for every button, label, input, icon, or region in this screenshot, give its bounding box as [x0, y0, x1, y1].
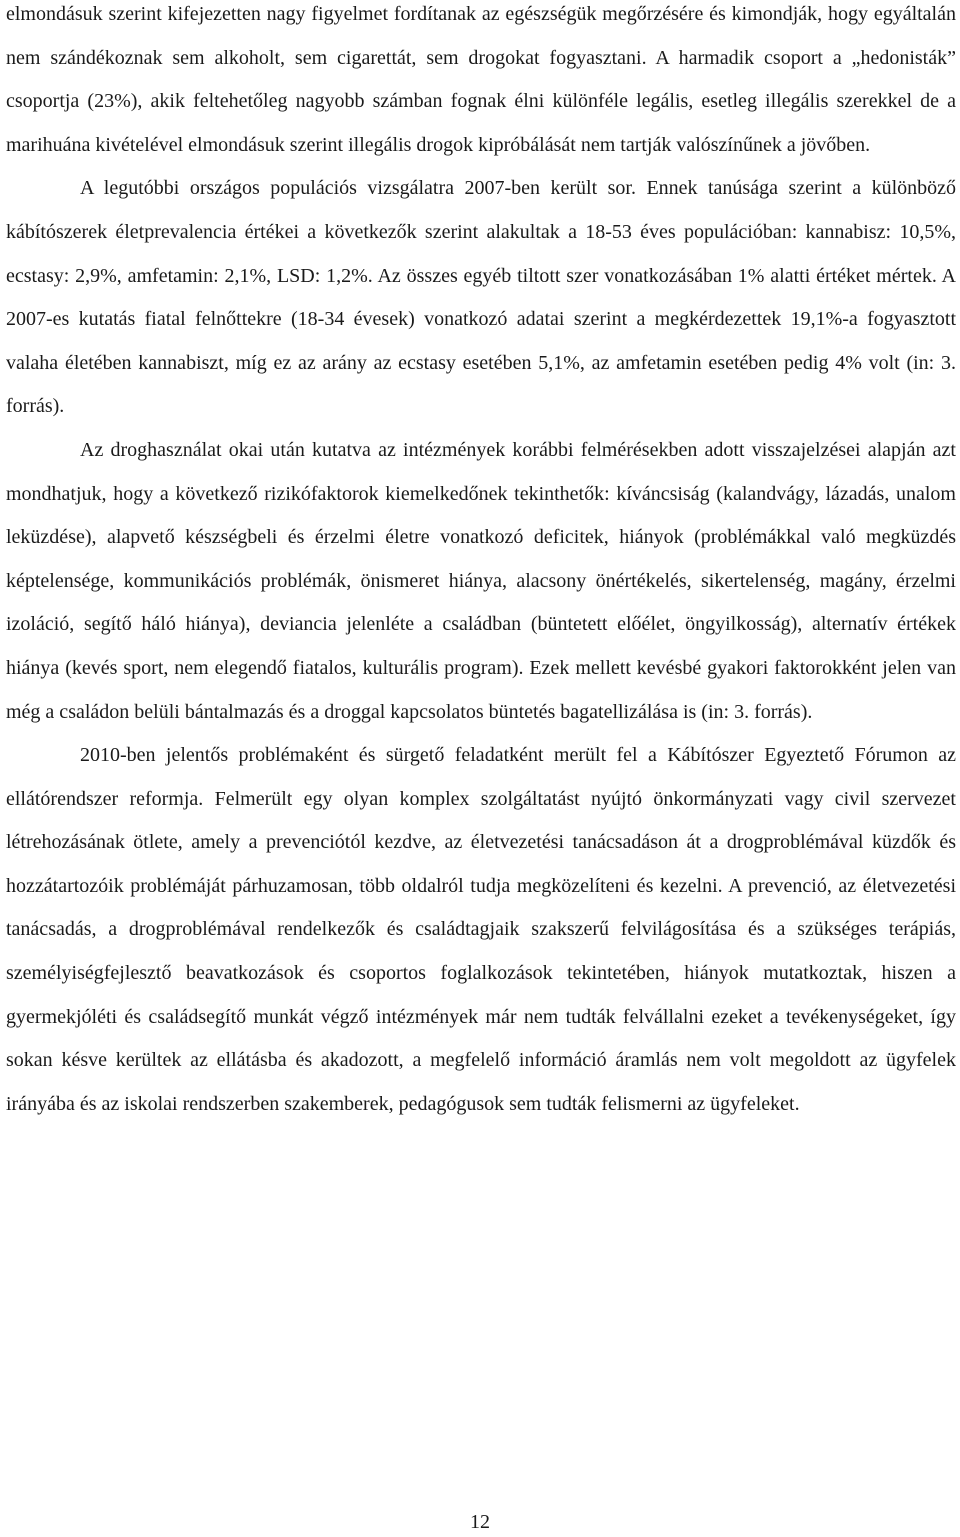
sentence: Ezek mellett kevésbé gyakori faktorokként jelen van még a családon belüli bántalmazás és a droggal kapcsolatos büntetés bagatellizálása is (in: 3. forrás).	[6, 656, 956, 723]
sentence: A legutóbbi országos populációs vizsgálatra 2007-ben került sor.	[80, 177, 636, 200]
sentence: Felmerült egy olyan komplex szolgáltatást nyújtó önkormányzati vagy civil szervezet létrehozásának ötlete, amely a prevenciótól kezdve, az életvezetési tanácsadáson át a drogproblémával küzdők és hozzátartozóik problémáját párhuzamosan, több oldalról tudja megközelíteni és kezelni.	[6, 787, 956, 897]
sentence: A 2007-es kutatás fiatal felnőttekre (18-34 évesek) vonatkozó adatai szerint a megkérdezettek 19,1%-a fogyasztott valaha életében kannabiszt, míg ez az arány az ecstasy esetében 5,1%, az amfetamin esetében pedig 4% volt (in: 3. forrás).	[6, 264, 956, 418]
paragraph-prevalence-survey	[6, 167, 956, 429]
sentence: Az összes egyéb tiltott szer vonatkozásában 1% alatti értéket mértek.	[372, 264, 937, 287]
sentence: Az droghasználat okai után kutatva az intézmények korábbi felmérésekben adott visszajelzései alapján azt mondhatjuk, hogy a következő rizikófaktorok kiemelkedőnek tekinthetők: kíváncsiság (kalandvágy, lázadás, unalom leküzdése), alapvető készségbeli és érzelmi életre vonatkozó deficitek, hiányok (problémákkal való megküzdés képtelensége, kommunikációs problémák, önismeret hiánya, alacsony önértékelés, sikertelenség, magány, érzelmi izoláció, segítő háló hiánya), deviancia jelenléte a családban (büntetett előélet, öngyilkosság), alternatív értékek hiánya (kevés sport, nem elegendő fiatalos, kulturális program).	[6, 438, 956, 679]
paragraph-system-reform	[6, 734, 956, 1126]
sentence: A prevenció, az életvezetési tanácsadás, a drogproblémával rendelkezők és családtagjaik szakszerű felvilágosítása és a szükséges terápiás, személyiségfejlesztő beavatkozások és csoportos foglalkozások tekintetében, hiányok mutatkoztak, hiszen a gyermekjóléti és családsegítő munkát végző intézmények már nem tudták felvállalni ezeket a tevékenységeket, így sokan késve kerültek az ellátásba és akadozott, a megfelelő információ áramlás nem volt megoldott az ügyfelek irányába és az iskolai rendszerben szakemberek, pedagógusok sem tudták felismerni az ügyfeleket.	[6, 874, 956, 1115]
sentence: elmondásuk szerint kifejezetten nagy figyelmet fordítanak az egészségük megőrzésére és kimondják, hogy egyáltalán nem szándékoznak sem alkoholt, sem cigarettát, sem drogokat fogyasztani.	[6, 3, 956, 69]
paragraph-risk-factors	[6, 429, 956, 734]
paragraph-hedonists	[6, 0, 956, 167]
sentence: 2010-ben jelentős problémaként és sürgető feladatként merült fel a Kábítószer Egyeztető Fórumon az ellátórendszer reformja.	[6, 744, 956, 810]
sentence: A harmadik csoport a „hedonisták” csoportja (23%), akik feltehetőleg nagyobb számban fognak élni különféle legális, esetleg illegális szerekkel de a marihuána kivételével elmondásuk szerint illegális drogok kipróbálását nem tartják valószínűnek a jövőben.	[6, 46, 956, 156]
body-text	[6, 0, 956, 1126]
sentence: Ennek tanúsága szerint a különböző kábítószerek életprevalencia értékei a következők szerint alakultak a 18-53 éves populációban: kannabisz: 10,5%, ecstasy: 2,9%, amfetamin: 2,1%, LSD: 1,2%.	[6, 177, 957, 287]
page-number: 12	[470, 1511, 490, 1533]
